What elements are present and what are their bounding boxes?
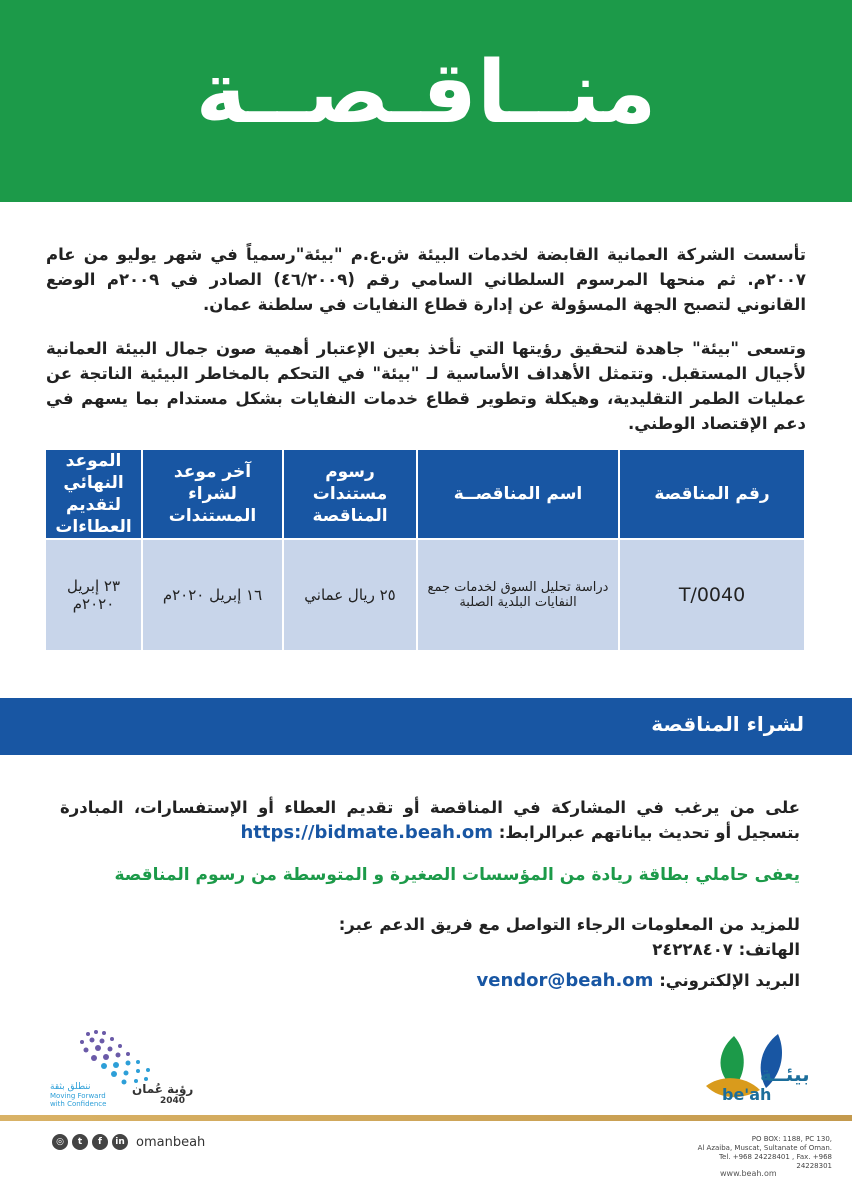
purchase-section-title: لشراء المناقصة xyxy=(651,712,804,736)
tender-name: دراسة تحليل السوق لخدمات جمع النفايات البلدية الصلبة xyxy=(418,540,618,650)
header-banner xyxy=(0,0,852,202)
support-contact xyxy=(60,912,800,962)
address-line-1: PO BOX: 1188, PC 130, xyxy=(751,1135,832,1143)
sme-exemption-note: يعفى حاملي بطاقة ريادة من المؤسسات الصغيرة و المتوسطة من رسوم المناقصة xyxy=(114,865,800,885)
oman-vision-logo xyxy=(48,1024,198,1114)
facebook-icon[interactable]: f xyxy=(92,1134,108,1150)
header-document-fee: رسوم مستندات المناقصة xyxy=(284,450,416,538)
vision-slogan-en-2: with Confidence xyxy=(50,1100,107,1108)
header-submission-deadline: الموعد النهائي لتقديم العطاءات xyxy=(46,450,141,538)
submission-deadline: ٢٣ إبريل ٢٠٢٠م xyxy=(46,540,141,650)
phone-label: الهاتف: xyxy=(738,940,800,959)
purchase-instructions xyxy=(60,795,800,845)
phone-number: ٢٤٢٢٨٤٠٧ xyxy=(652,940,733,959)
tender-number: T/0040 xyxy=(620,540,804,650)
table-header-row xyxy=(46,450,804,538)
website-link[interactable]: www.beah.om xyxy=(720,1169,777,1178)
table-row xyxy=(46,540,804,650)
brand-name-ar: بيئــة xyxy=(760,1062,810,1086)
address-line-2: Al Azaiba, Muscat, Sultanate of Oman. xyxy=(697,1144,832,1152)
vision-slogan-en-1: Moving Forward xyxy=(50,1092,106,1100)
header-tender-name: اسم المناقصــة xyxy=(418,450,618,538)
purchase-section-banner xyxy=(0,698,852,755)
twitter-icon[interactable]: t xyxy=(72,1134,88,1150)
vision-year: 2040 xyxy=(160,1096,186,1106)
intro-paragraph-2: وتسعى "بيئة" جاهدة لتحقيق رؤيتها التي تأخذ بعين الإعتبار أهمية صون جمال البيئة العمانية لأجيال المستقبل. وتتمثل الأهداف الأساسية لـ "بيئة" في التحكم بالمخاطر البيئية الناتجة عن عمليات الطمر التقليدية، وهيكلة وتطوير قطاع خدمات النفايات بشكل مستدام بما يسهم في دعم الإقتصاد الوطني. xyxy=(46,339,806,433)
vision-slogan-ar: ننطلق بثقة xyxy=(50,1082,91,1092)
bidmate-link[interactable]: https://bidmate.beah.om xyxy=(240,822,493,843)
email-label: البريد الإلكتروني: xyxy=(659,971,800,990)
support-intro: للمزيد من المعلومات الرجاء التواصل مع فريق الدعم عبر: xyxy=(338,915,800,934)
header-tender-number: رقم المناقصة xyxy=(620,450,804,538)
email-link[interactable]: vendor@beah.om xyxy=(476,970,654,991)
purchase-deadline: ١٦ إبريل ٢٠٢٠م xyxy=(143,540,282,650)
page-title: منــاقـصــة xyxy=(195,43,657,143)
email-contact xyxy=(60,968,800,993)
intro-paragraph-1: تأسست الشركة العمانية القابضة لخدمات البيئة ش.ع.م "بيئة"رسمياً في شهر يوليو من عام ٢٠٠٧م. ثم منحها المرسوم السلطاني السامي رقم (٤٦/٢٠٠٩) الصادر في ٢٠٠٩م الوضع القانوني لتصبح الجهة المسؤولة عن إدارة قطاع النفايات في سلطنة عمان. xyxy=(46,245,807,314)
social-handle[interactable]: omanbeah xyxy=(136,1134,206,1150)
footer-divider xyxy=(0,1115,852,1121)
purchase-instructions-text: على من يرغب في المشاركة في المناقصة أو تقديم العطاء أو الإستفسارات، المبادرة بتسجيل أو تحديث بياناتهم عبرالرابط: xyxy=(60,798,800,842)
header-purchase-deadline: آخر موعد لشراء المستندات xyxy=(143,450,282,538)
instagram-icon[interactable]: ◎ xyxy=(52,1134,68,1150)
brand-name-en: be'ah xyxy=(722,1085,772,1104)
company-address xyxy=(690,1135,832,1171)
social-links xyxy=(52,1134,205,1150)
document-fee: ٢٥ ريال عماني xyxy=(284,540,416,650)
linkedin-icon[interactable]: in xyxy=(112,1134,128,1150)
tender-table xyxy=(44,448,806,652)
address-line-3: Tel. +968 24228401 , Fax. +968 24228301 xyxy=(718,1153,832,1170)
vision-ar: رؤية عُمان xyxy=(132,1082,194,1096)
